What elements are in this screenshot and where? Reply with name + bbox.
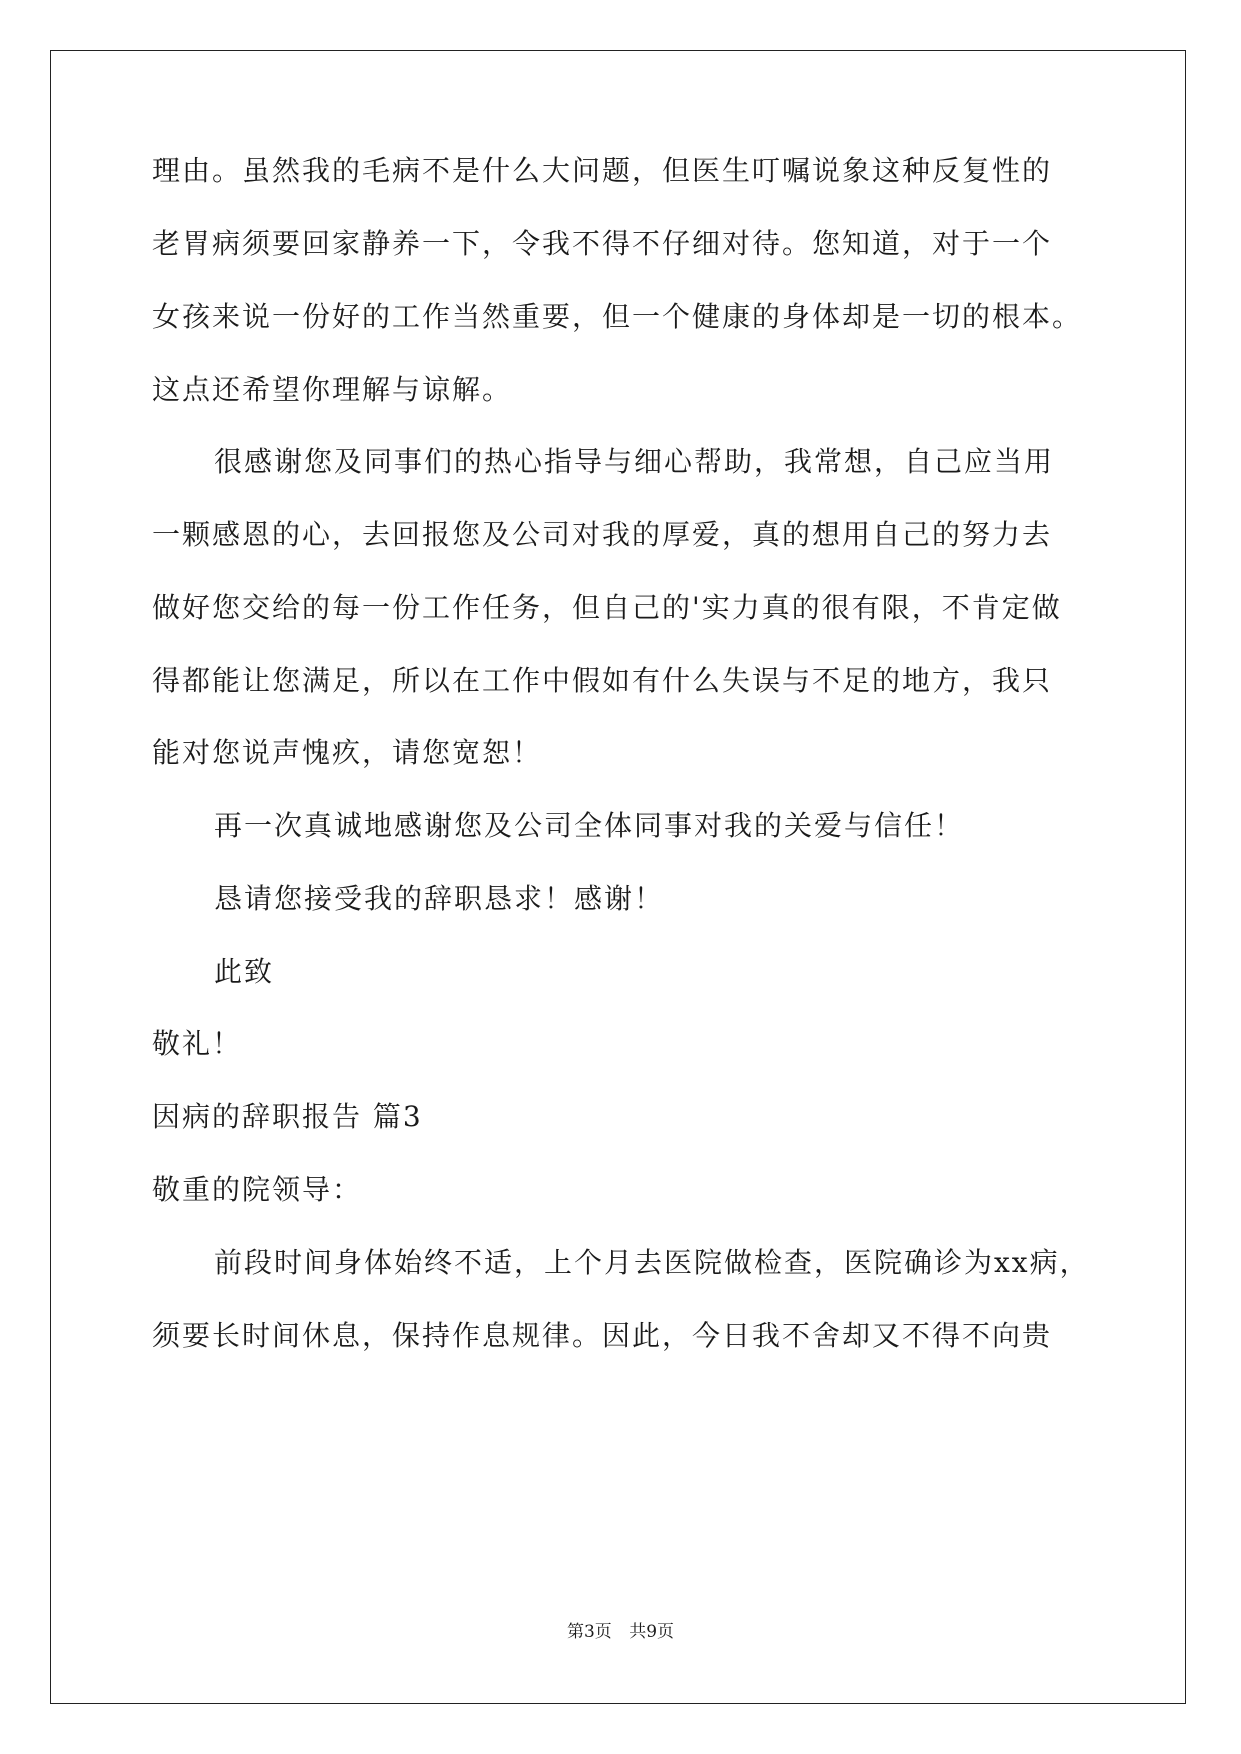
paragraph-line: 得都能让您满足，所以在工作中假如有什么失误与不足的地方，我只 xyxy=(152,664,1053,697)
paragraph-line: 老胃病须要回家静养一下，令我不得不仔细对待。您知道，对于一个 xyxy=(152,227,1053,260)
paragraph-line: 这点还希望你理解与谅解。 xyxy=(152,373,513,406)
page-footer xyxy=(0,1620,1241,1644)
paragraph-line: 前段时间身体始终不适，上个月去医院做检查，医院确诊为xx病， xyxy=(214,1246,1090,1279)
total-pages: 共9页 xyxy=(629,1622,675,1642)
paragraph-line: 做好您交给的每一份工作任务，但自己的'实力真的很有限，不肯定做 xyxy=(152,591,1062,624)
paragraph-line: 能对您说声愧疚，请您宽恕！ xyxy=(152,736,543,769)
letter-greeting: 敬重的院领导： xyxy=(152,1173,363,1206)
current-page-number: 第3页 xyxy=(566,1622,612,1642)
section-title: 因病的辞职报告 篇3 xyxy=(152,1100,423,1133)
paragraph-line: 再一次真诚地感谢您及公司全体同事对我的关爱与信任！ xyxy=(214,809,965,842)
paragraph-line: 很感谢您及同事们的热心指导与细心帮助，我常想，自己应当用 xyxy=(214,445,1055,478)
paragraph-line: 一颗感恩的心，去回报您及公司对我的厚爱，真的想用自己的努力去 xyxy=(152,518,1053,551)
paragraph-line: 理由。虽然我的毛病不是什么大问题，但医生叮嘱说象这种反复性的 xyxy=(152,154,1053,187)
closing-salutation: 此致 xyxy=(214,955,275,988)
paragraph-line: 女孩来说一份好的工作当然重要，但一个健康的身体却是一切的根本。 xyxy=(152,300,1083,333)
paragraph-line: 须要长时间休息，保持作息规律。因此，今日我不舍却又不得不向贵 xyxy=(152,1319,1053,1352)
closing-regards: 敬礼！ xyxy=(152,1027,243,1060)
paragraph-line: 恳请您接受我的辞职恳求！感谢！ xyxy=(214,882,665,915)
